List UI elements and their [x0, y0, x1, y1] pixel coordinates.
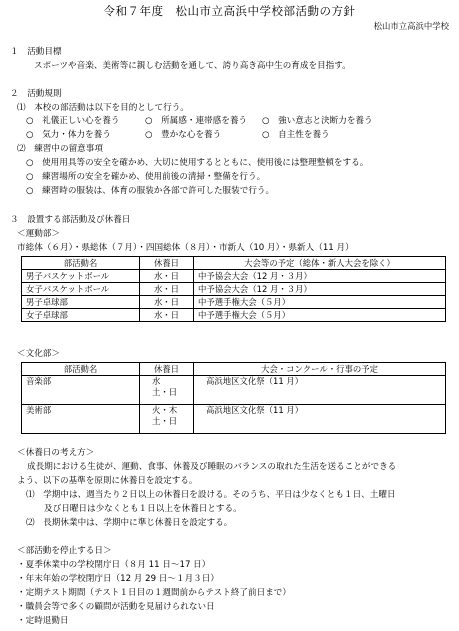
table-row [22, 309, 446, 322]
rest-days: 水・日 [140, 270, 194, 283]
column-header: 部活動名 [22, 363, 140, 376]
sports-label: ＜運動部＞ [17, 229, 60, 239]
table-header-row [22, 363, 446, 376]
culture-label: ＜文化部＞ [17, 349, 60, 359]
sports-schedule: 市総体（６月）・県総体（７月）・四国総体（８月）・市新人（10 月）・県新人（11 月） [17, 243, 354, 253]
club-name: 美術部 [22, 405, 140, 434]
purpose-item: ○ 礼儀正しい心を養う [26, 116, 120, 126]
rest-days-weekday: 火・木 [152, 405, 178, 415]
sports-table [21, 256, 446, 322]
rest-days-weekend: 土・日 [152, 415, 178, 426]
rest-policy-text: よう、以下の基準を原則に休養日を設定する。 [17, 476, 198, 486]
purpose-intro: ⑴ 本校の部活動は以下を目的として行う。 [17, 103, 189, 113]
event-plan: 中予選手権大会（５月） [194, 296, 446, 309]
note-item: ○ 使用用具等の安全を確かめ、大切に使用するとともに、使用後には整理整頓をする。 [26, 158, 369, 168]
rest-days: 水・日 [140, 283, 194, 296]
column-header: 休養日 [140, 257, 194, 270]
table-row [22, 270, 446, 283]
stop-day-item: ・定時退勤日 [17, 616, 69, 626]
table-row [22, 376, 446, 405]
rest-days [140, 405, 194, 434]
section1-heading: １ 活動目標 [10, 47, 62, 57]
club-name: 音楽部 [22, 376, 140, 405]
stop-day-item: ・定期テスト期間（テスト１日目の１週間前からテスト終了前日まで） [17, 588, 291, 598]
note-item: ○ 練習時の服装は、体育の服装か各部で許可した服装で行う。 [26, 186, 275, 196]
table-row [22, 296, 446, 309]
rest-policy-item: ⑵ 長期休業中は、学期中に準じ休養日を設定する。 [26, 518, 233, 528]
rest-policy-text: 成長期における生徒が、運動、食事、休養及び睡眠のバランスの取れた生活を送ることができる [27, 462, 397, 472]
note-item: ○ 練習場所の安全を確かめ、使用前後の清掃・整備を行う。 [26, 172, 266, 182]
rest-policy-item: 及び日曜日は少なくとも１日以上を休養日とする。 [44, 504, 242, 514]
notes-intro: ⑵ 練習中の留意事項 [17, 144, 103, 154]
rest-policy-label: ＜休養日の考え方＞ [17, 448, 95, 458]
section2-heading: ２ 活動規則 [10, 89, 62, 99]
culture-table [21, 362, 446, 434]
purpose-item: ○ 気力・体力を養う [26, 130, 111, 140]
school-name: 松山市立高浜中学校 [373, 21, 449, 31]
club-name: 男子バスケットボール [22, 270, 140, 283]
club-name: 女子卓球部 [22, 309, 140, 322]
rest-days [140, 376, 194, 405]
purpose-item: ○ 所属感・連帯感を養う [145, 116, 248, 126]
rest-policy-item: ⑴ 学期中は、週当たり２日以上の休養日を設ける。そのうち、平日は少なくとも１日、土曜日 [26, 490, 396, 500]
column-header: 部活動名 [22, 257, 140, 270]
column-header: 大会・コンクール・行事の予定 [194, 363, 446, 376]
column-header: 大会等の予定（総体・新人大会を除く） [194, 257, 446, 270]
purpose-item: ○ 自主性を養う [262, 130, 330, 140]
purpose-item: ○ 豊かな心を養う [145, 130, 222, 140]
purpose-item: ○ 強い意志と決断力を養う [262, 116, 373, 126]
rest-days: 水・日 [140, 309, 194, 322]
event-plan: 中予協会大会（12 月・３月） [194, 270, 446, 283]
page-title: 令和７年度 松山市立高浜中学校部活動の方針 [103, 4, 356, 18]
event-plan: 高浜地区文化祭（11 月） [194, 376, 446, 405]
table-row [22, 283, 446, 296]
event-plan: 中予選手権大会（５月） [194, 309, 446, 322]
rest-days-weekend: 土・日 [152, 386, 178, 397]
stop-day-item: ・職員会等で多くの顧問が活動を見届けられない日 [17, 602, 215, 612]
section1-body: スポーツや音楽、美術等に親しむ活動を通して、誇り高き高中生の育成を目指す。 [34, 61, 351, 71]
rest-days-weekday: 水 [152, 376, 161, 386]
stop-days-label: ＜部活動を停止する日＞ [17, 546, 112, 556]
rest-days: 水・日 [140, 296, 194, 309]
club-name: 女子バスケットボール [22, 283, 140, 296]
stop-day-item: ・夏季休業中の学校閉庁日（８月 11 日～17 日） [17, 560, 211, 570]
event-plan: 中予協会大会（12 月・３月） [194, 283, 446, 296]
section3-heading: ３ 設置する部活動及び休養日 [10, 215, 131, 225]
table-row [22, 405, 446, 434]
club-name: 男子卓球部 [22, 296, 140, 309]
event-plan: 高浜地区文化祭（11 月） [194, 405, 446, 434]
table-header-row [22, 257, 446, 270]
column-header: 休養日 [140, 363, 194, 376]
stop-day-item: ・年末年始の学校閉庁日（12 月 29 日～１月３日） [17, 574, 219, 584]
